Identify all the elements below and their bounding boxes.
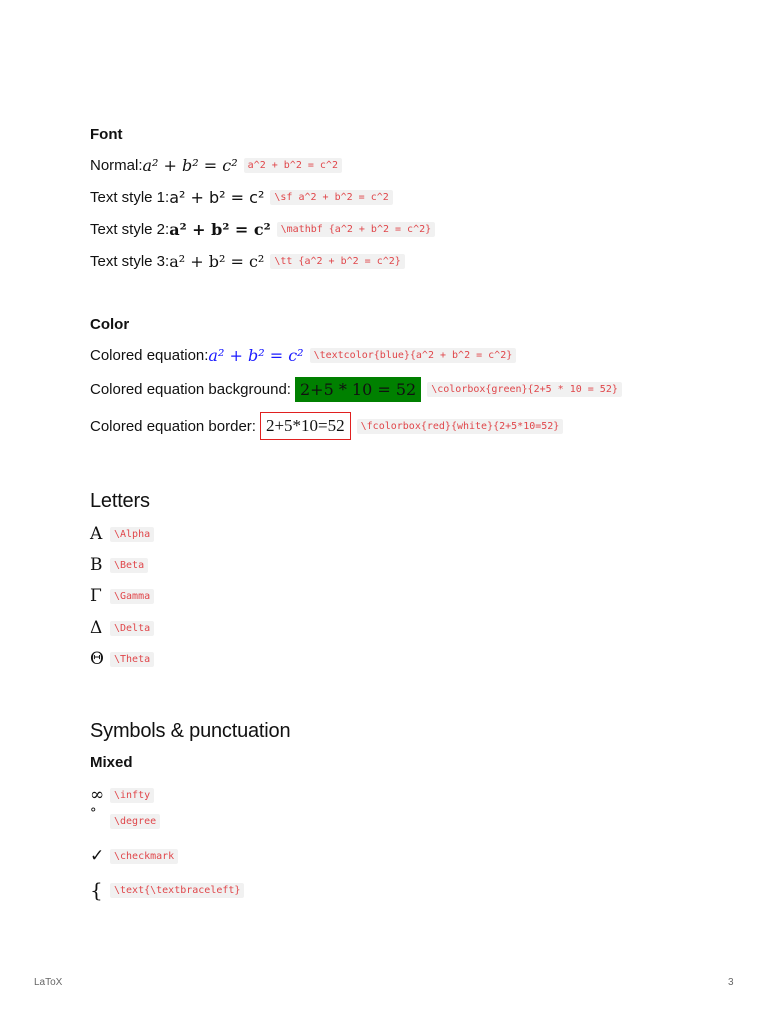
- letter-glyph: Β: [90, 555, 103, 575]
- symbols-subheading: Mixed: [90, 754, 133, 771]
- equation: a² + b² = c²: [169, 252, 265, 271]
- row-label: Text style 3:: [90, 253, 170, 270]
- latex-code: \fcolorbox{red}{white}{2+5*10=52}: [357, 419, 564, 434]
- latex-code: \Alpha: [110, 527, 154, 542]
- latex-code: \textcolor{blue}{a^2 + b^2 = c^2}: [310, 348, 517, 363]
- font-row-style3: [90, 252, 405, 271]
- degree-glyph: °: [90, 806, 97, 821]
- row-label: Text style 2:: [90, 221, 170, 238]
- latex-code: \degree: [110, 814, 160, 829]
- row-label: Text style 1:: [90, 189, 170, 206]
- font-row-style1: [90, 188, 393, 207]
- symbol-item: [90, 806, 160, 829]
- row-label: Colored equation border:: [90, 417, 256, 435]
- font-row-normal: [90, 156, 342, 175]
- letters-heading: Letters: [90, 490, 150, 512]
- font-row-style2: [90, 220, 435, 239]
- latex-code: \tt {a^2 + b^2 = c^2}: [270, 254, 404, 269]
- letter-item: [90, 649, 154, 669]
- latex-code: \colorbox{green}{2+5 * 10 = 52}: [427, 382, 622, 397]
- color-row-background: [90, 377, 622, 402]
- equation: 2+5*10=52: [260, 412, 351, 440]
- row-label: Colored equation background:: [90, 381, 291, 398]
- symbols-heading: Symbols & punctuation: [90, 720, 291, 742]
- letter-glyph: Α: [90, 524, 103, 544]
- symbol-item: [90, 878, 244, 902]
- row-label: Normal:: [90, 157, 143, 174]
- infinity-glyph: ∞: [90, 785, 105, 805]
- latex-code: \infty: [110, 788, 154, 803]
- latex-code: \Beta: [110, 558, 148, 573]
- equation: a² + b² = c²: [142, 156, 238, 175]
- letter-glyph: Δ: [90, 618, 103, 638]
- equation: a² + b² = c²: [169, 220, 271, 239]
- color-row-text: [90, 346, 516, 365]
- equation: a² + b² = c²: [169, 188, 265, 207]
- latex-code: \mathbf {a^2 + b^2 = c^2}: [277, 222, 436, 237]
- brace-glyph: {: [90, 878, 103, 902]
- equation: 2+5 * 10 = 52: [295, 377, 421, 402]
- color-heading: Color: [90, 316, 130, 333]
- letter-item: [90, 555, 148, 575]
- latex-code: \text{\textbraceleft}: [110, 883, 244, 898]
- latex-code: a^2 + b^2 = c^2: [244, 158, 342, 173]
- latex-code: \Gamma: [110, 589, 154, 604]
- latex-code: \Theta: [110, 652, 154, 667]
- footer-title: LaToX: [34, 977, 63, 988]
- font-heading: Font: [90, 126, 123, 143]
- letter-item: [90, 524, 154, 544]
- latex-code: \checkmark: [110, 849, 178, 864]
- letter-item: [90, 586, 154, 606]
- symbol-item: [90, 846, 178, 866]
- latex-code: \sf a^2 + b^2 = c^2: [270, 190, 392, 205]
- letter-item: [90, 618, 154, 638]
- page-number: 3: [728, 977, 734, 988]
- row-label: Colored equation:: [90, 347, 209, 364]
- equation: a² + b² = c²: [208, 346, 304, 365]
- symbol-item: [90, 785, 154, 805]
- checkmark-glyph: ✓: [90, 846, 105, 866]
- letter-glyph: Θ: [90, 649, 104, 669]
- latex-code: \Delta: [110, 621, 154, 636]
- letter-glyph: Γ: [90, 586, 102, 606]
- color-row-border: [90, 412, 563, 440]
